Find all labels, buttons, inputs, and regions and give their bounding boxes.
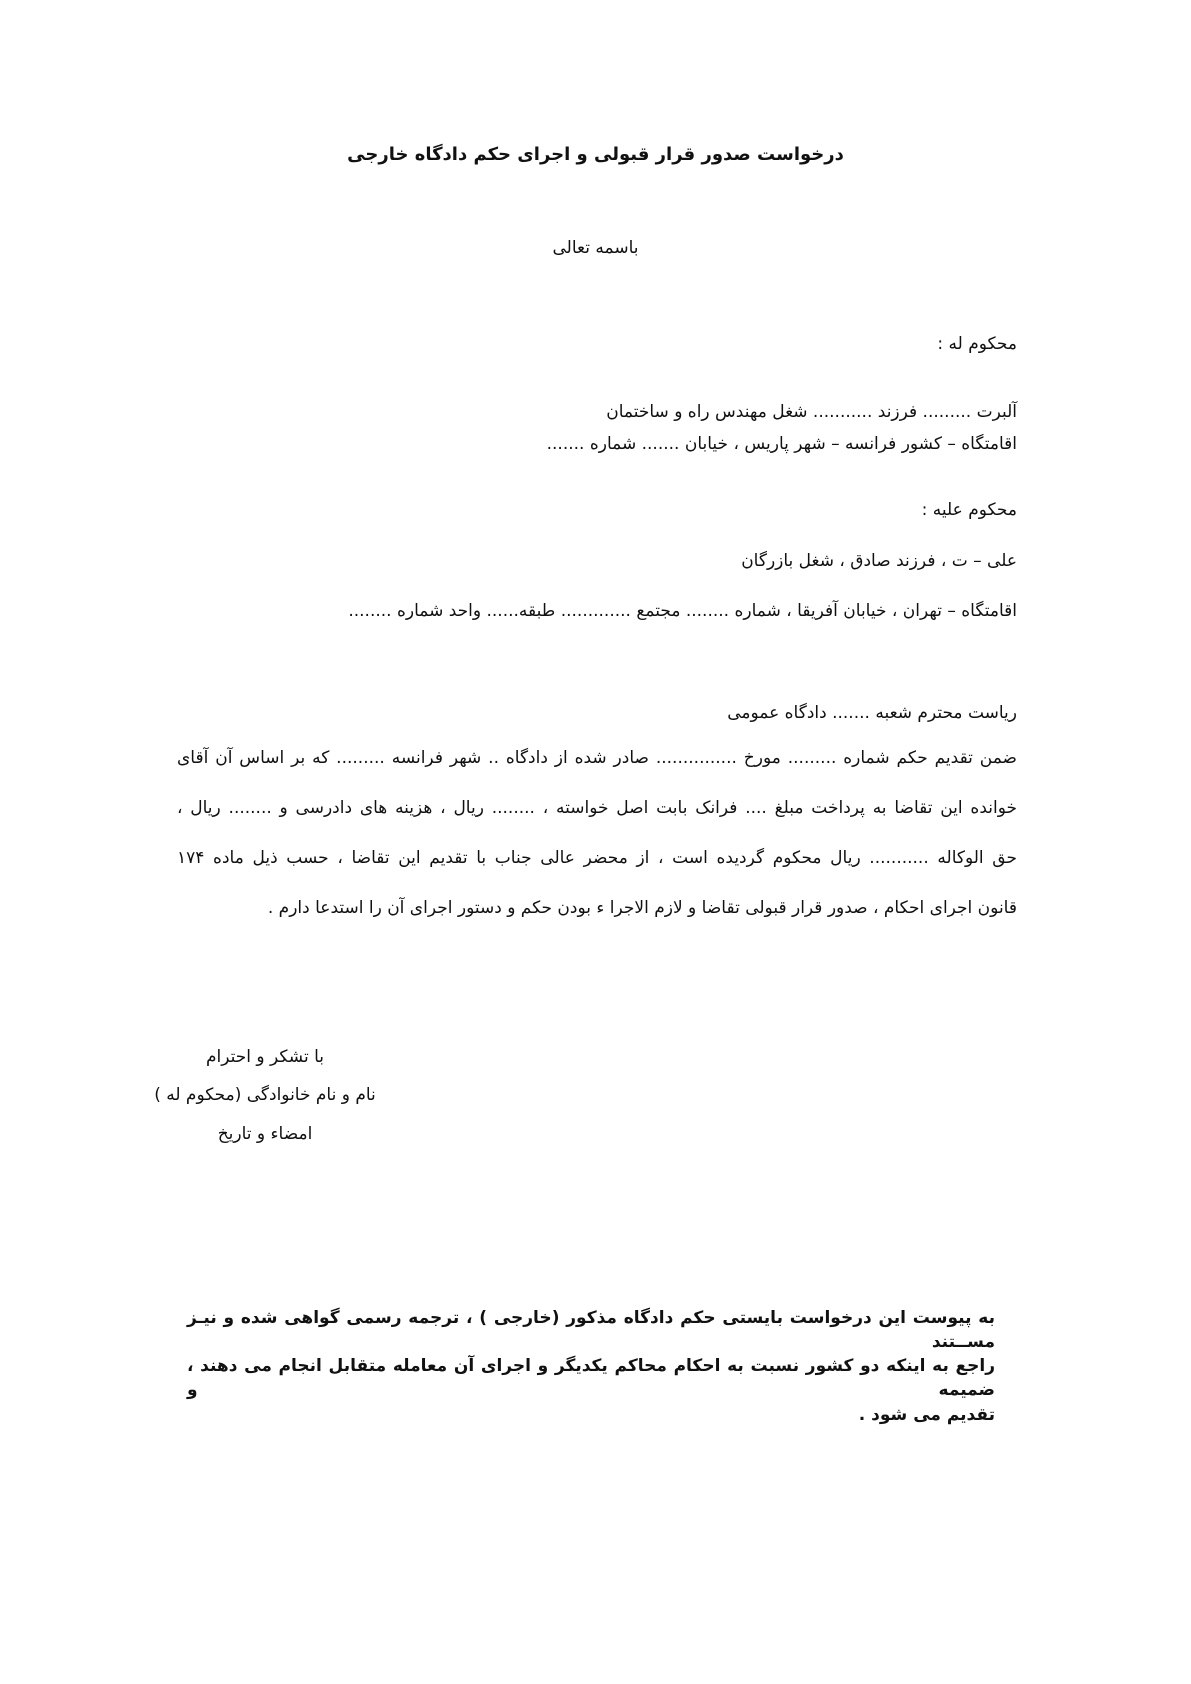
signature-date: امضاء و تاریخ xyxy=(217,1124,313,1144)
attachment-note-line: تقدیم می شود . xyxy=(858,1405,995,1425)
body-line: حق الوکاله ........... ریال محکوم گردیده است ، از محضر عالی جناب با تقدیم این تقاضا ، حسب ذیل ماده ۱۷۴ xyxy=(177,848,1017,868)
defendant-identity: علی – ت ، فرزند صادق ، شغل بازرگان xyxy=(741,551,1017,571)
defendant-heading: محکوم علیه : xyxy=(921,500,1017,520)
body-line: ضمن تقدیم حکم شماره ......... مورخ ............... صادر شده از دادگاه .. شهر فرانسه ......... که بر اساس آن آقای xyxy=(177,748,1017,768)
document-title: درخواست صدور قرار قبولی و اجرای حکم دادگاه خارجی xyxy=(347,144,844,165)
attachment-note-line: به پیوست این درخواست بایستی حکم دادگاه مذکور (خارجی ) ، ترجمه رسمی گواهی شده و نیـز مســتند xyxy=(187,1308,995,1352)
body-line: خوانده این تقاضا به پرداخت مبلغ .... فرانک بابت اصل خواسته ، ........ ریال ، هزینه های دادرسی و ........ ریال ، xyxy=(177,798,1017,818)
plaintiff-identity: آلبرت ......... فرزند ........... شغل مهندس راه و ساختمان xyxy=(606,402,1017,422)
plaintiff-heading: محکوم له : xyxy=(937,334,1017,354)
plaintiff-address: اقامتگاه – کشور فرانسه – شهر پاریس ، خیابان ....... شماره ....... xyxy=(546,434,1017,454)
closing: با تشکر و احترام xyxy=(206,1047,324,1067)
addressee: ریاست محترم شعبه ....... دادگاه عمومی xyxy=(727,703,1017,723)
invocation: باسمه تعالی xyxy=(552,238,639,258)
body-line: قانون اجرای احکام ، صدور قرار قبولی تقاضا و لازم الاجرا ء بودن حکم و دستور اجرای آن را استدعا دارم . xyxy=(267,898,1017,918)
defendant-address: اقامتگاه – تهران ، خیابان آفریقا ، شماره ........ مجتمع ............. طبقه...... واحد شماره ........ xyxy=(348,601,1017,621)
signer-name: نام و نام خانوادگی (محکوم له ) xyxy=(154,1085,376,1105)
attachment-note-line: راجع به اینکه دو کشور نسبت به احکام محاکم یکدیگر و اجرای آن معامله متقابل انجام می دهند ، ضمیمه و xyxy=(187,1356,995,1400)
